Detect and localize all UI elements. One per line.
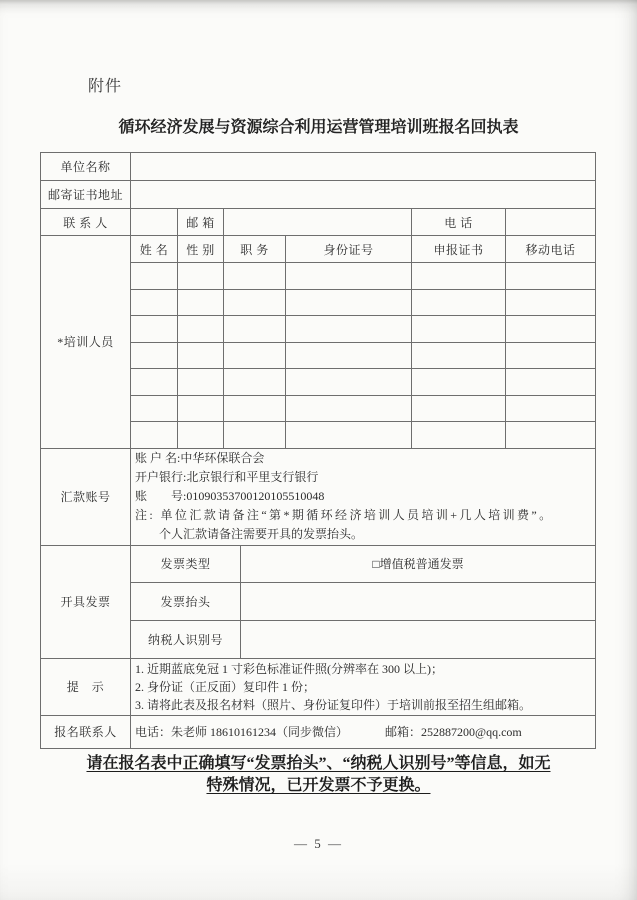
footer-note-line1: 请在报名表中正确填写“发票抬头”、“纳税人识别号”等信息，如无 — [86, 755, 551, 772]
col-header-position: 职 务 — [224, 236, 286, 263]
tip-item: 2. 身份证（正反面）复印件 1 份； — [135, 679, 316, 694]
remittance-details — [131, 448, 596, 545]
taxpayer-id-value — [241, 620, 596, 658]
trainees-label: *培训人员 — [41, 236, 131, 449]
page-title: 循环经济发展与资源综合利用运营管理培训班报名回执表 — [118, 119, 519, 136]
mailing-address-row — [41, 181, 596, 209]
tips-row — [41, 658, 596, 715]
unit-name-label: 单位名称 — [41, 153, 131, 181]
page-number: — 5 — — [294, 836, 343, 851]
tips-label: 提 示 — [41, 658, 131, 715]
remittance-row — [41, 448, 596, 545]
invoice-type-row — [41, 545, 596, 582]
trainee-header-row — [41, 236, 596, 263]
registration-contact-value — [131, 715, 596, 748]
tip-item: 1. 近期蓝底免冠 1 寸彩色标准证件照(分辨率在 300 以上)； — [135, 661, 443, 676]
col-header-gender: 性 别 — [178, 236, 224, 263]
remittance-note-2: 个人汇款请备注需要开具的发票抬头。 — [159, 527, 364, 541]
contact-person-row — [41, 209, 596, 236]
invoice-type-value: □增值税普通发票 — [241, 545, 596, 582]
registration-contact-row — [41, 715, 596, 748]
remittance-bank: 开户银行:北京银行和平里支行银行 — [135, 470, 319, 484]
col-header-certificate: 申报证书 — [412, 236, 506, 263]
contact-person-label: 联 系 人 — [41, 209, 131, 236]
invoice-section-label: 开具发票 — [41, 545, 131, 658]
remittance-account-name: 账 户 名:中华环保联合会 — [135, 451, 265, 465]
footer-note-line2: 特殊情况，已开发票不予更换。 — [206, 777, 431, 794]
mailing-address-value — [131, 181, 596, 209]
invoice-title-label: 发票抬头 — [131, 582, 241, 620]
mailing-address-label: 邮寄证书地址 — [41, 181, 131, 209]
registration-contact-email: 邮箱：252887200@qq.com — [385, 725, 522, 739]
remittance-label: 汇款账号 — [41, 448, 131, 545]
tip-item: 3. 请将此表及报名材料（照片、身份证复印件）于培训前报至招生组邮箱。 — [135, 697, 532, 712]
col-header-name: 姓 名 — [131, 236, 178, 263]
col-header-mobile: 移动电话 — [506, 236, 596, 263]
phone-value — [506, 209, 596, 236]
attachment-label: 附件 — [88, 78, 123, 95]
contact-person-value — [131, 209, 178, 236]
email-label: 邮 箱 — [178, 209, 224, 236]
remittance-account-number: 账 号:01090353700120105510048 — [135, 489, 325, 503]
invoice-type-label: 发票类型 — [131, 545, 241, 582]
email-value — [224, 209, 412, 236]
registration-form-table — [40, 152, 596, 749]
remittance-note-1: 注: 单位汇款请备注“第*期循环经济培训人员培训+几人培训费”。 — [135, 508, 554, 522]
registration-contact-phone: 电话：朱老师 18610161234（同步微信） — [135, 725, 349, 739]
taxpayer-id-label: 纳税人识别号 — [131, 620, 241, 658]
col-header-id-number: 身份证号 — [286, 236, 412, 263]
invoice-title-value — [241, 582, 596, 620]
registration-contact-label: 报名联系人 — [41, 715, 131, 748]
tips-content — [131, 658, 596, 715]
footer-note — [0, 753, 637, 797]
phone-label: 电 话 — [412, 209, 506, 236]
unit-name-row — [41, 153, 596, 181]
unit-name-value — [131, 153, 596, 181]
